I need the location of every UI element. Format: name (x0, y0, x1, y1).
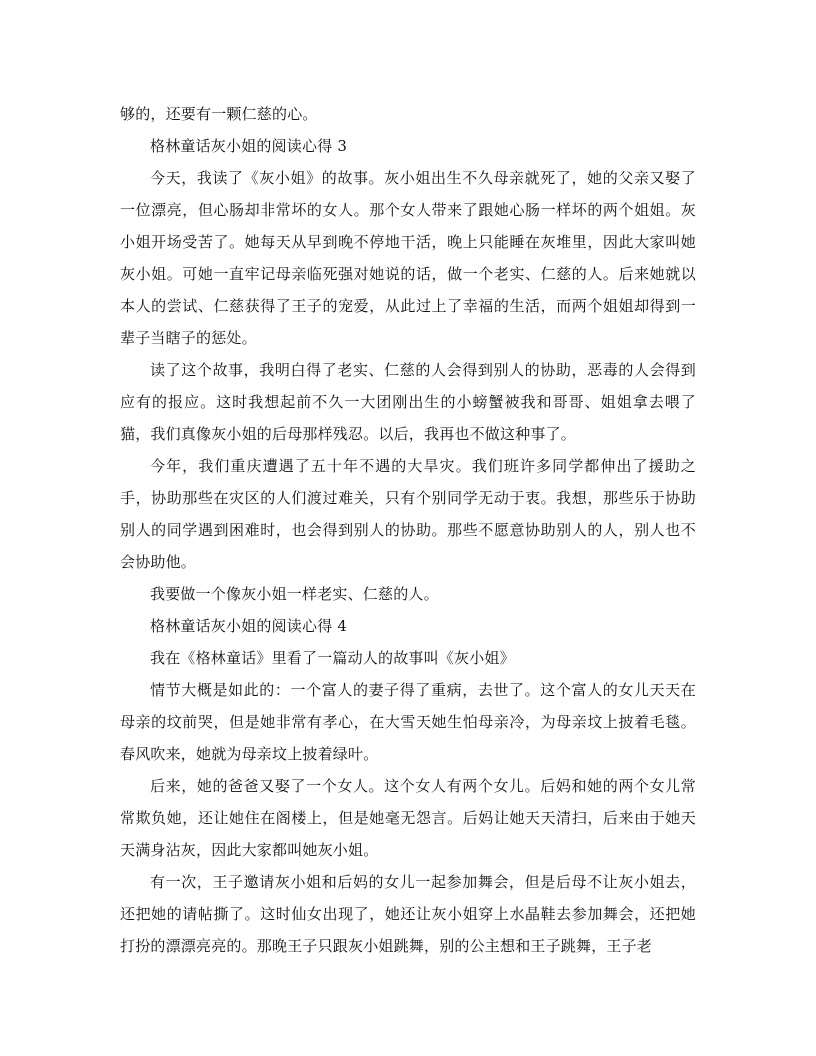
paragraph: 读了这个故事，我明白得了老实、仁慈的人会得到别人的协助，恶毒的人会得到应有的报应。这时我想起前不久一大团刚出生的小螃蟹被我和哥哥、姐姐拿去喂了猫，我们真像灰小姐的后母那样残忍。以后，我再也不做这种事了。 (120, 361, 696, 443)
paragraph: 今年，我们重庆遭遇了五十年不遇的大旱灾。我们班许多同学都伸出了援助之手，协助那些在灾区的人们渡过难关，只有个别同学无动于衷。我想，那些乐于协助别人的同学遇到困难时，也会得到别人的协助。那些不愿意协助别人的人，别人也不会协助他。 (120, 457, 696, 571)
paragraph: 今天，我读了《灰小姐》的故事。灰小姐出生不久母亲就死了，她的父亲又娶了一位漂亮，但心肠却非常坏的女人。那个女人带来了跟她心肠一样坏的两个姐姐。灰小姐开场受苦了。她每天从早到晚不停地干活，晚上只能睡在灰堆里，因此大家叫她灰小姐。可她一直牢记母亲临死强对她说的话，做一个老实、仁慈的人。后来她就以本人的尝试、仁慈获得了王子的宠爱，从此过上了幸福的生活，而两个姐姐却得到一辈子当瞎子的惩处。 (120, 169, 696, 347)
paragraph: 够的，还要有一颗仁慈的心。 (120, 105, 318, 123)
paragraph: 情节大概是如此的：一个富人的妻子得了重病，去世了。这个富人的女儿天天在母亲的坟前哭，但是她非常有孝心，在大雪天她生怕母亲冷，为母亲坟上披着毛毯。春风吹来，她就为母亲坟上披着绿叶。 (120, 681, 696, 763)
section-heading: 格林童话灰小姐的阅读心得 3 (150, 137, 348, 155)
paragraph: 我要做一个像灰小姐一样老实、仁慈的人。 (150, 585, 439, 603)
section-heading: 格林童话灰小姐的阅读心得 4 (150, 617, 348, 635)
paragraph: 我在《格林童话》里看了一篇动人的故事叫《灰小姐》 (150, 649, 515, 667)
paragraph: 后来，她的爸爸又娶了一个女人。这个女人有两个女儿。后妈和她的两个女儿常常欺负她，还让她住在阁楼上，但是她毫无怨言。后妈让她天天清扫，后来由于她天天满身沾灰，因此大家都叫她灰小姐。 (120, 777, 696, 859)
document-body (120, 98, 696, 962)
paragraph: 有一次，王子邀请灰小姐和后妈的女儿一起参加舞会，但是后母不让灰小姐去，还把她的请帖撕了。这时仙女出现了，她还让灰小姐穿上水晶鞋去参加舞会，还把她打扮的漂漂亮亮的。那晚王子只跟灰小姐跳舞，别的公主想和王子跳舞，王子老 (120, 873, 696, 955)
